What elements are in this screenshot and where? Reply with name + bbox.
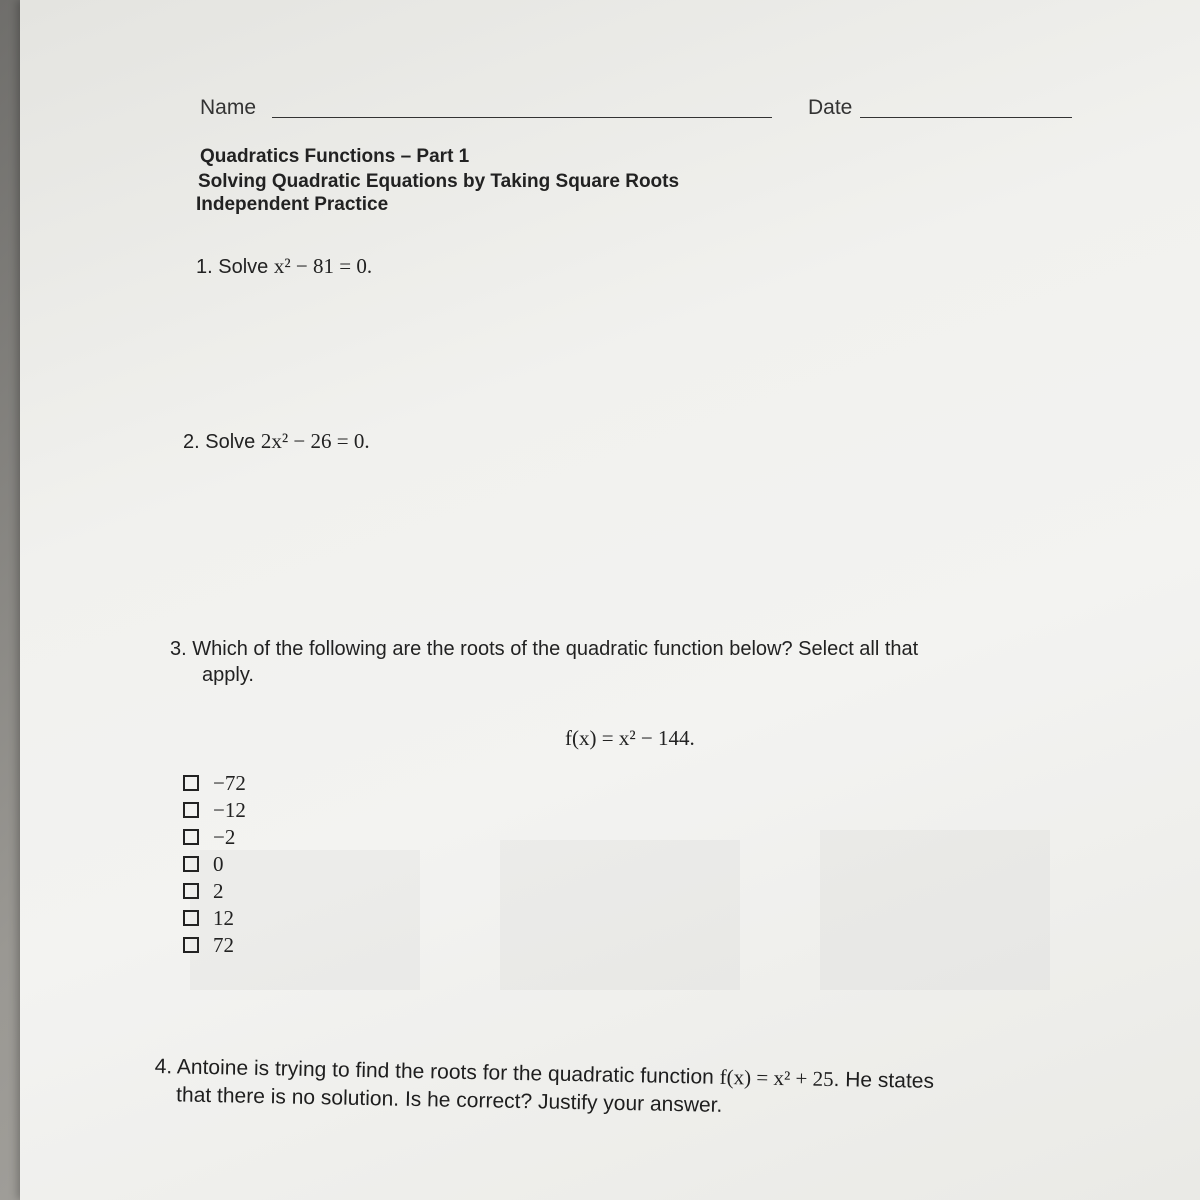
question-number: 2. <box>183 431 200 453</box>
worksheet-title: Quadratics Functions – Part 1 <box>200 146 470 167</box>
option-label: 2 <box>213 878 224 903</box>
question-text: Solve <box>218 256 269 278</box>
question-text: Solve <box>205 431 256 453</box>
question-3 <box>170 638 918 661</box>
date-label: Date <box>808 96 853 119</box>
option-checkbox[interactable] <box>183 905 234 931</box>
option-checkbox[interactable] <box>183 770 246 796</box>
question-text: . He states <box>833 1068 935 1093</box>
equation: 2x² − 26 = 0. <box>260 429 370 453</box>
question-4 <box>154 1052 1145 1128</box>
checkbox[interactable] <box>183 829 199 845</box>
question-number: 3. <box>170 638 187 660</box>
date-field[interactable] <box>860 117 1072 118</box>
checkbox[interactable] <box>183 856 199 872</box>
bleed-through-box <box>820 830 1050 990</box>
checkbox[interactable] <box>183 802 199 818</box>
option-checkbox[interactable] <box>183 878 224 904</box>
option-checkbox[interactable] <box>183 932 234 958</box>
question-4-line-2: that there is no solution. Is he correct? Justify your answer. <box>175 1083 723 1117</box>
bleed-through-box <box>500 840 740 990</box>
option-checkbox[interactable] <box>183 824 235 850</box>
question-2 <box>183 429 370 454</box>
option-checkbox[interactable] <box>183 851 224 877</box>
checkbox[interactable] <box>183 883 199 899</box>
checkbox[interactable] <box>183 937 199 953</box>
question-3-continued: apply. <box>202 664 254 686</box>
checkbox[interactable] <box>183 775 199 791</box>
question-1 <box>196 254 372 279</box>
function-definition: f(x) = x² − 144. <box>565 726 695 750</box>
name-field[interactable] <box>272 117 772 118</box>
function-definition: f(x) = x² + 25 <box>719 1064 834 1092</box>
question-text: Antoine is trying to find the roots for the quadratic function <box>176 1055 715 1089</box>
option-checkbox[interactable] <box>183 797 246 823</box>
option-label: −12 <box>213 797 246 822</box>
option-label: −2 <box>213 824 236 849</box>
option-label: 72 <box>213 932 234 957</box>
option-label: 12 <box>213 905 234 930</box>
worksheet-subtitle: Solving Quadratic Equations by Taking Square Roots <box>198 171 680 192</box>
name-label: Name <box>200 96 257 119</box>
equation: x² − 81 = 0. <box>273 254 373 278</box>
worksheet-section: Independent Practice <box>196 194 389 215</box>
checkbox[interactable] <box>183 910 199 926</box>
option-label: 0 <box>213 851 224 876</box>
question-text: Which of the following are the roots of the quadratic function below? Select all that <box>192 638 919 660</box>
question-number: 1. <box>196 256 213 278</box>
option-label: −72 <box>213 770 246 795</box>
question-number: 4. <box>154 1054 173 1079</box>
worksheet-page <box>20 0 1200 1200</box>
